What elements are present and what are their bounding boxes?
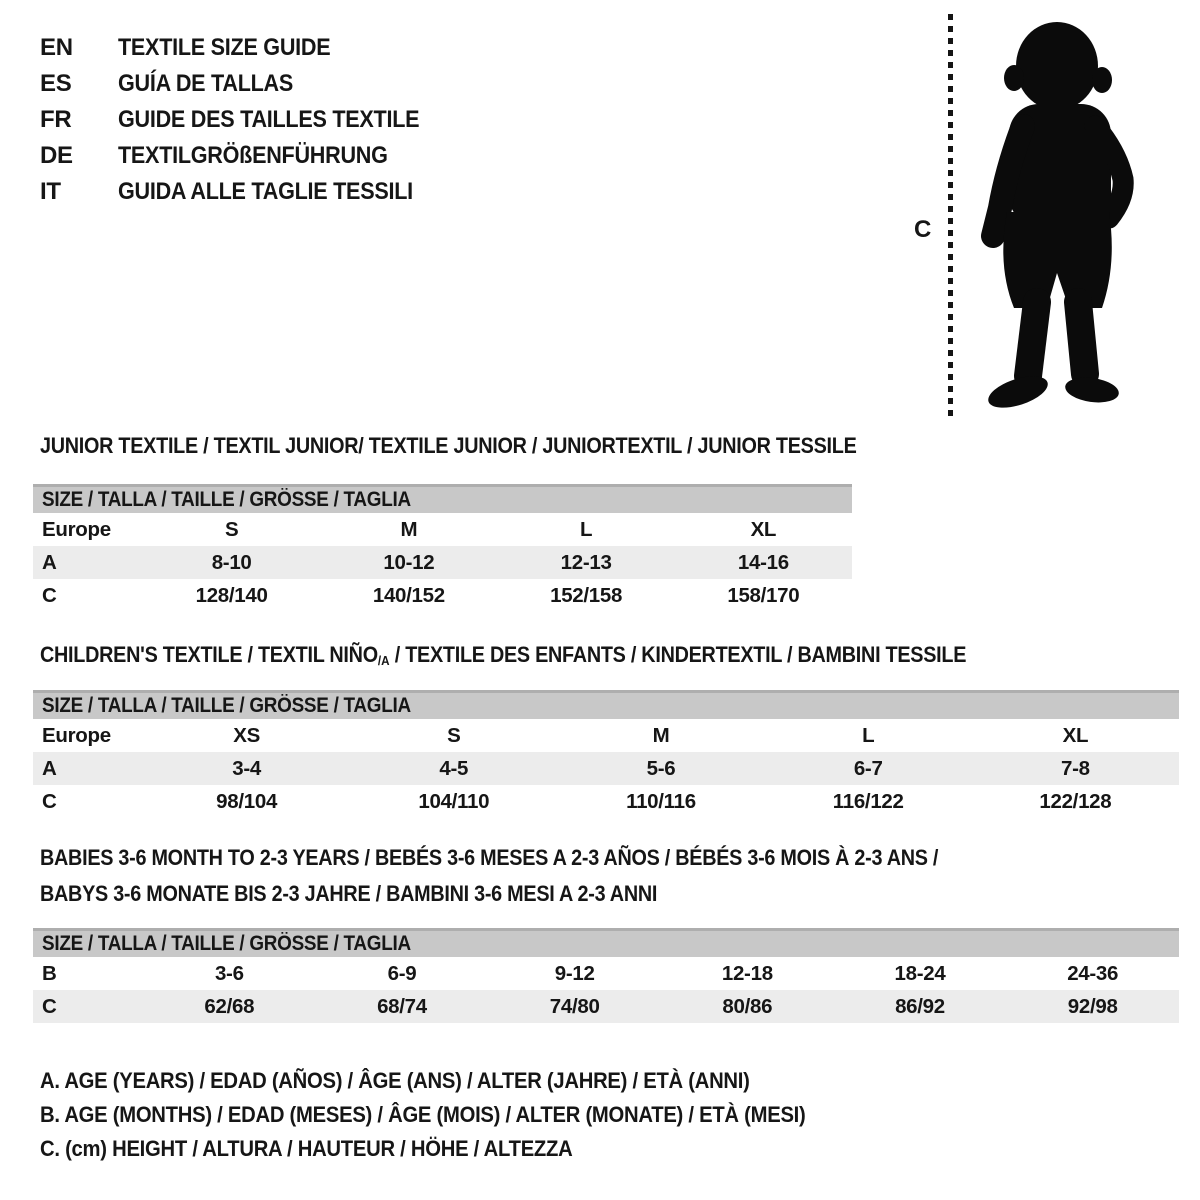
size-header-text: SIZE / TALLA / TAILLE / GRÖSSE / TAGLIA [42,488,411,511]
children-section-title-text [40,642,966,668]
babies-section-title-line1 [40,845,1038,871]
language-row [40,102,453,138]
age-cell: 7-8 [1061,756,1090,780]
language-label: GUIDA ALLE TAGLIE TESSILI [118,178,413,205]
row-label: C [42,994,57,1018]
age-cell: 6-9 [387,961,417,985]
age-cell: 10-12 [383,550,435,574]
row-label: C [42,789,57,813]
table-row-c [33,785,1179,818]
age-cell: 9-12 [554,961,595,985]
table-row-a [33,546,852,579]
row-label: A [42,550,57,574]
language-row [40,66,453,102]
size-header-bar [33,690,1179,719]
children-title-subscript: /A [377,653,390,668]
size-cell: L [580,517,593,541]
age-cell: 18-24 [894,961,946,985]
language-row [40,138,453,174]
height-cell: 104/110 [418,789,490,813]
age-cell: 6-7 [853,756,883,780]
legend-line-c [40,1132,891,1166]
babies-title-line2-text: BABYS 3-6 MONATE BIS 2-3 JAHRE / BAMBINI 3-6 MESI A 2-3 ANNI [40,881,658,906]
babies-size-table [33,928,1179,1023]
row-label: Europe [42,723,111,747]
height-dimension-line [948,14,953,418]
height-dimension-label: C [914,216,932,243]
toddler-silhouette-icon [957,16,1147,416]
language-label: GUÍA DE TALLAS [118,70,294,97]
height-cell: 122/128 [1039,789,1112,813]
size-cell: XL [1062,723,1089,747]
age-cell: 3-4 [232,756,261,780]
height-cell: 80/86 [722,994,773,1018]
table-row-europe [33,719,1179,752]
row-label: B [42,961,57,985]
size-header-text: SIZE / TALLA / TAILLE / GRÖSSE / TAGLIA [42,694,411,717]
language-list [40,30,453,210]
height-cell: 98/104 [216,789,278,813]
language-label: GUIDE DES TAILLES TEXTILE [118,106,420,133]
age-cell: 14-16 [737,550,789,574]
age-cell: 8-10 [211,550,252,574]
age-cell: 12-18 [721,961,773,985]
size-cell: M [652,723,670,747]
junior-section-title-text: JUNIOR TEXTILE / TEXTIL JUNIOR/ TEXTILE JUNIOR / JUNIORTEXTIL / JUNIOR TESSILE [40,433,857,458]
legend-line-b-text: B. AGE (MONTHS) / EDAD (MESES) / ÂGE (MOIS) / ALTER (MONATE) / ETÀ (MESI) [40,1102,806,1127]
table-row-europe [33,513,852,546]
size-cell: S [224,517,239,541]
size-cell: L [862,723,875,747]
age-cell: 3-6 [214,961,244,985]
size-cell: XS [233,723,260,747]
age-cell: 12-13 [560,550,612,574]
babies-title-line1-text: BABIES 3-6 MONTH TO 2-3 YEARS / BEBÉS 3-6 MESES A 2-3 AÑOS / BÉBÉS 3-6 MOIS À 2-3 ANS / [40,845,939,870]
size-cell: XL [750,517,777,541]
junior-section-title [40,433,947,459]
legend-line-c-text: C. (cm) HEIGHT / ALTURA / HAUTEUR / HÖHE / ALTEZZA [40,1136,573,1161]
table-row-c [33,579,852,612]
row-label: Europe [42,517,111,541]
height-cell: 68/74 [377,994,427,1018]
age-cell: 24-36 [1067,961,1119,985]
age-cell: 5-6 [646,756,676,780]
height-cell: 152/158 [550,583,623,607]
language-row [40,30,453,66]
height-cell: 158/170 [727,583,800,607]
language-code: IT [40,178,61,205]
size-header-bar [33,928,1179,957]
table-row-a [33,752,1179,785]
size-cell: M [400,517,418,541]
babies-section-title-line2 [40,881,726,907]
children-size-table [33,690,1179,818]
language-label: TEXTILE SIZE GUIDE [118,34,331,61]
row-label: C [42,583,57,607]
language-code: FR [40,106,72,133]
height-cell: 116/122 [832,789,904,813]
height-cell: 140/152 [372,583,445,607]
children-title-prefix: CHILDREN'S TEXTILE / TEXTIL NIÑO [40,642,378,667]
height-cell: 62/68 [204,994,255,1018]
legend-line-b [40,1098,891,1132]
height-cell: 74/80 [549,994,600,1018]
size-header-bar [33,484,852,513]
legend [40,1064,891,1166]
size-header-text: SIZE / TALLA / TAILLE / GRÖSSE / TAGLIA [42,932,411,955]
language-label: TEXTILGRÖßENFÜHRUNG [118,142,388,169]
legend-line-a [40,1064,891,1098]
table-row-c [33,990,1179,1023]
row-label: A [42,756,57,780]
language-code: EN [40,34,73,61]
language-code: DE [40,142,73,169]
legend-line-a-text: A. AGE (YEARS) / EDAD (AÑOS) / ÂGE (ANS) / ALTER (JAHRE) / ETÀ (ANNI) [40,1068,750,1093]
height-cell: 86/92 [895,994,945,1018]
children-section-title [40,642,1069,668]
language-row [40,174,453,210]
height-cell: 92/98 [1067,994,1118,1018]
size-cell: S [447,723,461,747]
junior-size-table [33,484,852,612]
height-cell: 110/116 [626,789,696,813]
language-code: ES [40,70,72,97]
height-cell: 128/140 [195,583,268,607]
table-row-b [33,957,1179,990]
children-title-suffix: / TEXTILE DES ENFANTS / KINDERTEXTIL / BAMBINI TESSILE [389,642,967,667]
age-cell: 4-5 [439,756,469,780]
